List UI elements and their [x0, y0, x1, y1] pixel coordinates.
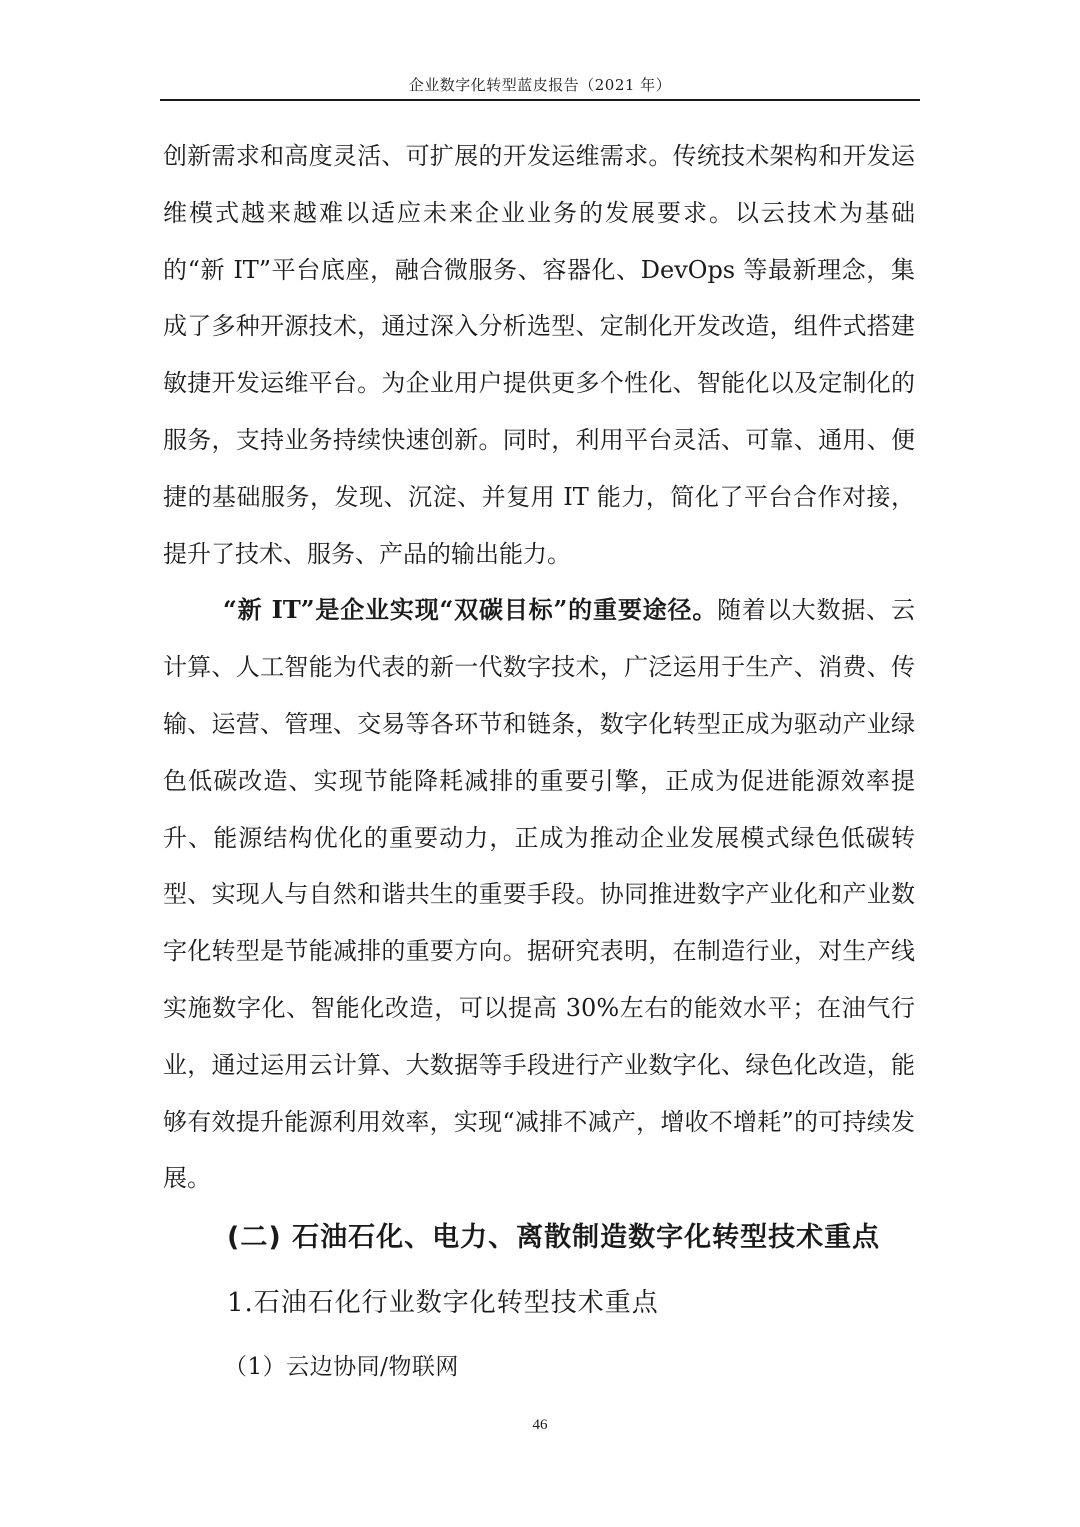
page-number: 46: [532, 1417, 548, 1433]
paragraph-double-carbon: [163, 582, 915, 1207]
page-header-title: 企业数字化转型蓝皮报告（2021 年）: [408, 76, 672, 94]
paragraph-body: 随着以大数据、云计算、人工智能为代表的新一代数字技术，广泛运用于生产、消费、传输、运营、管理、交易等各环节和链条，数字化转型正成为驱动产业绿色低碳改造、实现节能降耗减排的重要引擎，正成为促进能源效率提升、能源结构优化的重要动力，正成为推动企业发展模式绿色低碳转型、实现人与自然和谐共生的重要手段。协同推进数字产业化和产业数字化转型是节能减排的重要方向。据研究表明，在制造行业，对生产线实施数字化、智能化改造，可以提高 30%左右的能效水平；在油气行业，通过运用云计算、大数据等手段进行产业数字化、绿色化改造，能够有效提升能源利用效率，实现“减排不减产，增收不增耗”的可持续发展。: [163, 596, 915, 1193]
body-text: [163, 128, 915, 1207]
header-divider: [160, 99, 920, 101]
section-heading: (二) 石油石化、电力、离散制造数字化转型技术重点: [227, 1222, 881, 1253]
paragraph-continuation: 创新需求和高度灵活、可扩展的开发运维需求。传统技术架构和开发运维模式越来越难以适应未来企业业务的发展要求。以云技术为基础的“新 IT”平台底座，融合微服务、容器化、DevOps 等最新理念，集成了多种开源技术，通过深入分析选型、定制化开发改造，组件式搭建敏捷开发运维平台。为企业用户提供更多个性化、智能化以及定制化的服务，支持业务持续快速创新。同时，利用平台灵活、可靠、通用、便捷的基础服务，发现、沉淀、并复用 IT 能力，简化了平台合作对接，提升了技术、服务、产品的输出能力。: [163, 142, 915, 568]
item-heading: （1）云边协同/物联网: [224, 1354, 459, 1380]
paragraph-lead-sentence: “新 IT”是企业实现“双碳目标”的重要途径。: [223, 595, 718, 625]
subsection-heading: 1.石油石化行业数字化转型技术重点: [227, 1288, 659, 1318]
